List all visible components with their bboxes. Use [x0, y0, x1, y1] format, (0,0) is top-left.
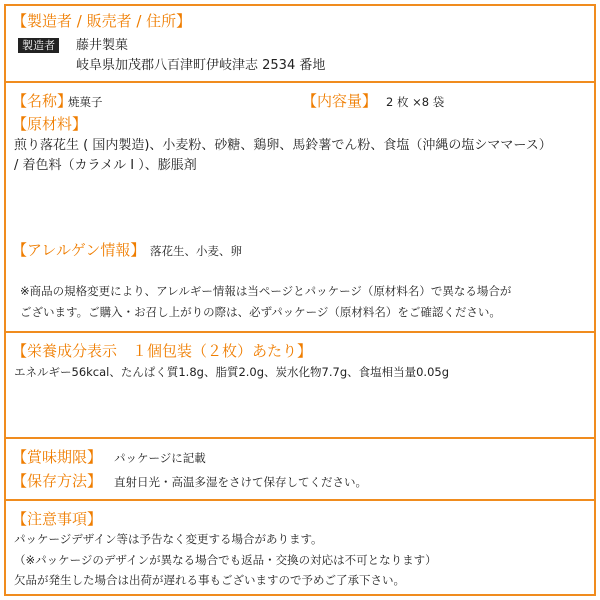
nutrition-section — [6, 331, 594, 437]
notes-line1: パッケージデザイン等は予告なく変更する場合があります。 — [14, 532, 323, 546]
storage-value: 直射日光・高温多湿をさけて保存してください。 — [114, 475, 367, 489]
expiry-value: パッケージに記載 — [114, 451, 206, 465]
product-info-sheet — [4, 4, 596, 596]
notes-line2: （※パッケージのデザインが異なる場合でも返品・交換の対応は不可となります） — [14, 553, 437, 567]
allergy-heading: 【アレルゲン情報】 — [12, 241, 146, 259]
notes-section — [6, 499, 594, 594]
nutrition-heading: 【栄養成分表示 １個包装（２枚）あたり】 — [12, 342, 313, 360]
ingredients-line2: / 着色料（カラメル I ）、膨脹剤 — [14, 158, 197, 173]
ingredients-heading: 【原材料】 — [12, 115, 88, 133]
notes-heading: 【注意事項】 — [12, 510, 103, 528]
maker-address: 岐阜県加茂郡八百津町伊岐津志 2534 番地 — [76, 58, 326, 73]
notes-line3: 欠品が発生した場合は出荷が遅れる事もございますので予めご了承下さい。 — [14, 573, 405, 587]
name-value: 焼菓子 — [68, 95, 103, 109]
quantity-heading: 【内容量】 — [302, 92, 378, 110]
allergy-note-line2: ございます。ご購入・お召し上がりの際は、必ずパッケージ（原材料名）をご確認ください。 — [20, 305, 501, 319]
maker-badge: 製造者 — [18, 38, 59, 53]
ingredients-line1: 煎り落花生 ( 国内製造)、小麦粉、砂糖、鶏卵、馬鈴薯でん粉、食塩（沖縄の塩シママース） — [14, 138, 552, 153]
name-heading: 【名称】 — [12, 92, 73, 110]
quantity-value: 2 枚 ×8 袋 — [386, 95, 445, 109]
allergy-value: 落花生、小麦、卵 — [150, 244, 242, 258]
maker-company: 藤井製菓 — [76, 38, 129, 53]
storage-heading: 【保存方法】 — [12, 472, 103, 490]
details-section — [6, 81, 594, 331]
allergy-note-line1: ※商品の規格変更により、アレルギー情報は当ページとパッケージ（原材料名）で異なる場合が — [20, 284, 512, 298]
expiry-heading: 【賞味期限】 — [12, 448, 103, 466]
maker-heading: 【製造者 / 販売者 / 住所】 — [12, 12, 192, 30]
nutrition-value: エネルギー56kcal、たんぱく質1.8g、脂質2.0g、炭水化物7.7g、食塩相当量0.05g — [14, 365, 450, 379]
expiry-storage-section — [6, 437, 594, 499]
maker-section — [6, 6, 594, 81]
